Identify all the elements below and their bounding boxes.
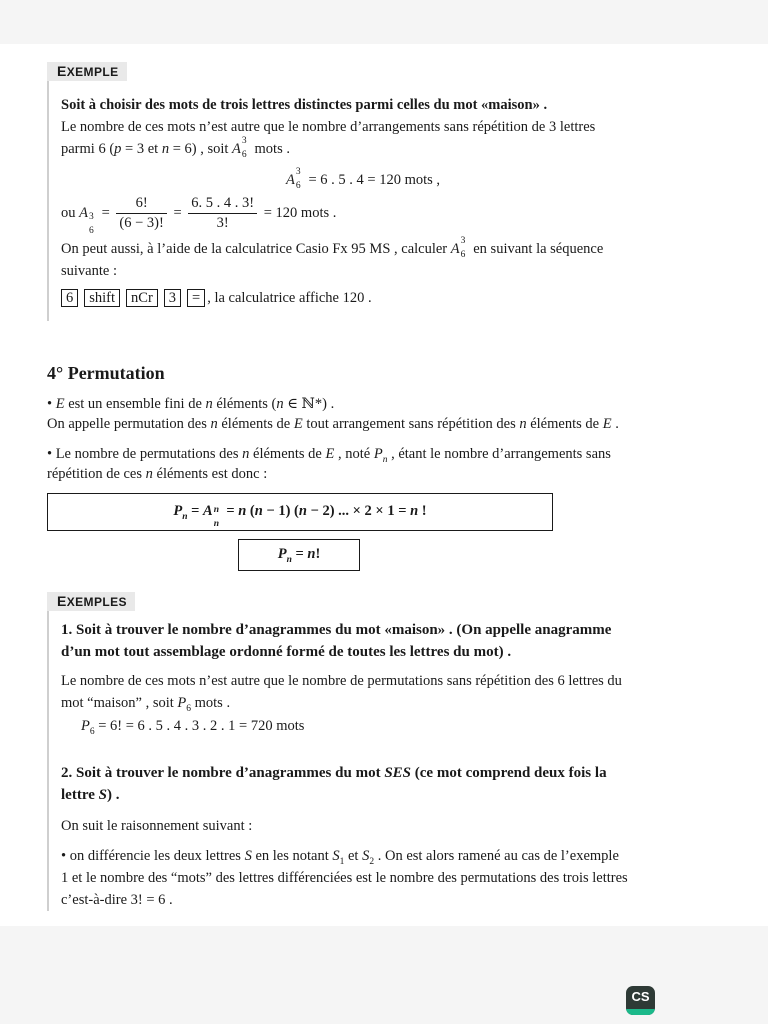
perm-bullet-2-cont: répétition de ces n éléments est donc : [47,466,268,482]
example2-line-4: • on différencie les deux lettres S en les notant $S_1$ et $S_2$ . On est alors ramené au cas de l’exemple [61,848,619,867]
example1-line-3: Le nombre de ces mots n’est autre que le nombre de permutations sans répétition des 6 lettres du [61,673,622,689]
exemple-line-1: Soit à choisir des mots de trois lettres distinctes parmi celles du mot «maison» . [61,97,548,113]
section-heading: 4° Permutation [47,363,165,383]
perm-definition: On appelle permutation des n éléments de E tout arrangement sans répétition des n éléments de E . [47,416,619,432]
exemple-tag: EXEMPLE [47,62,127,81]
example1-line-4: mot “maison” , soit $P_6$ mots . [61,695,231,714]
example2-line-5: 1 et le nombre des “mots” des lettres différenciées est le nombre des permutations des trois lettres [61,870,628,886]
fraction-factorials: $\frac{6!}{(6 - 3)!}$ [116,194,166,233]
example1-title-2: d’un mot tout assemblage ordonné formé de toutes les lettres du mot) . [61,644,512,660]
exemple-equation-1: A 3 6 = 6 . 5 . 4 = 120 mots , [286,167,441,191]
key-equals: = [187,289,205,307]
example2-title-2: lettre S) . [61,787,120,803]
logo-text: CS [631,989,650,1004]
calculator-sequence: 6 shift nCr 3 = , la calculatrice affiche 120 . [61,288,372,308]
exemple-line-2: Le nombre de ces mots n’est autre que le nombre d’arrangements sans répétition de 3 lettres [61,119,596,135]
logo-accent-strip [626,1009,655,1015]
formula-box-arrangements: $P_n = A$ n n = n (n − 1) (n − 2) ... × 2 × 1 = n ! [47,493,553,531]
exemples-tag: EXEMPLES [47,592,135,611]
example2-line-3: On suit le raisonnement suivant : [61,818,253,834]
example1-equation: $P_6 = 6$! = 6 . 5 . 4 . 3 . 2 . 1 = 720 mots [81,718,305,737]
key-3: 3 [164,289,181,307]
example2-title-1: 2. Soit à trouver le nombre d’anagrammes du mot SES (ce mot comprend deux fois la [61,765,607,781]
key-ncr: nCr [126,289,158,307]
example1-title-1: 1. Soit à trouver le nombre d’anagrammes du mot «maison» . (On appelle anagramme [61,622,612,638]
exemple-side-rule [47,81,49,321]
fraction-expanded: $\frac{6. 5 . 4 . 3!}{3!}$ [188,194,257,233]
exemple-line-6: suivante : [61,263,117,279]
perm-bullet-1: • E est un ensemble fini de n éléments (n ∈ ℕ*) . [47,396,335,412]
exemple-line-3: parmi 6 (p = 3 et n = 6) , soit A 3 6 mots . [61,136,290,160]
key-6: 6 [61,289,78,307]
camscanner-logo [626,986,655,1015]
formula-box-factorial: $P_n = n$! [238,539,360,571]
example2-line-6: c’est-à-dire 3! = 6 . [61,892,173,908]
key-shift: shift [84,289,120,307]
exemples-side-rule [47,611,49,911]
perm-bullet-2: • Le nombre de permutations des n éléments de E , noté $P_n$ , étant le nombre d’arrangements sans [47,446,611,465]
exemple-equation-2: ou A 3 6 = $\frac{6!}{(6 - 3)!}$ = $\frac{6. 5 . 4 . 3!}{3!}$ = 120 mots . [61,195,337,236]
exemple-line-5: On peut aussi, à l’aide de la calculatrice Casio Fx 95 MS , calculer A 3 6 en suivant la séquence [61,236,604,260]
